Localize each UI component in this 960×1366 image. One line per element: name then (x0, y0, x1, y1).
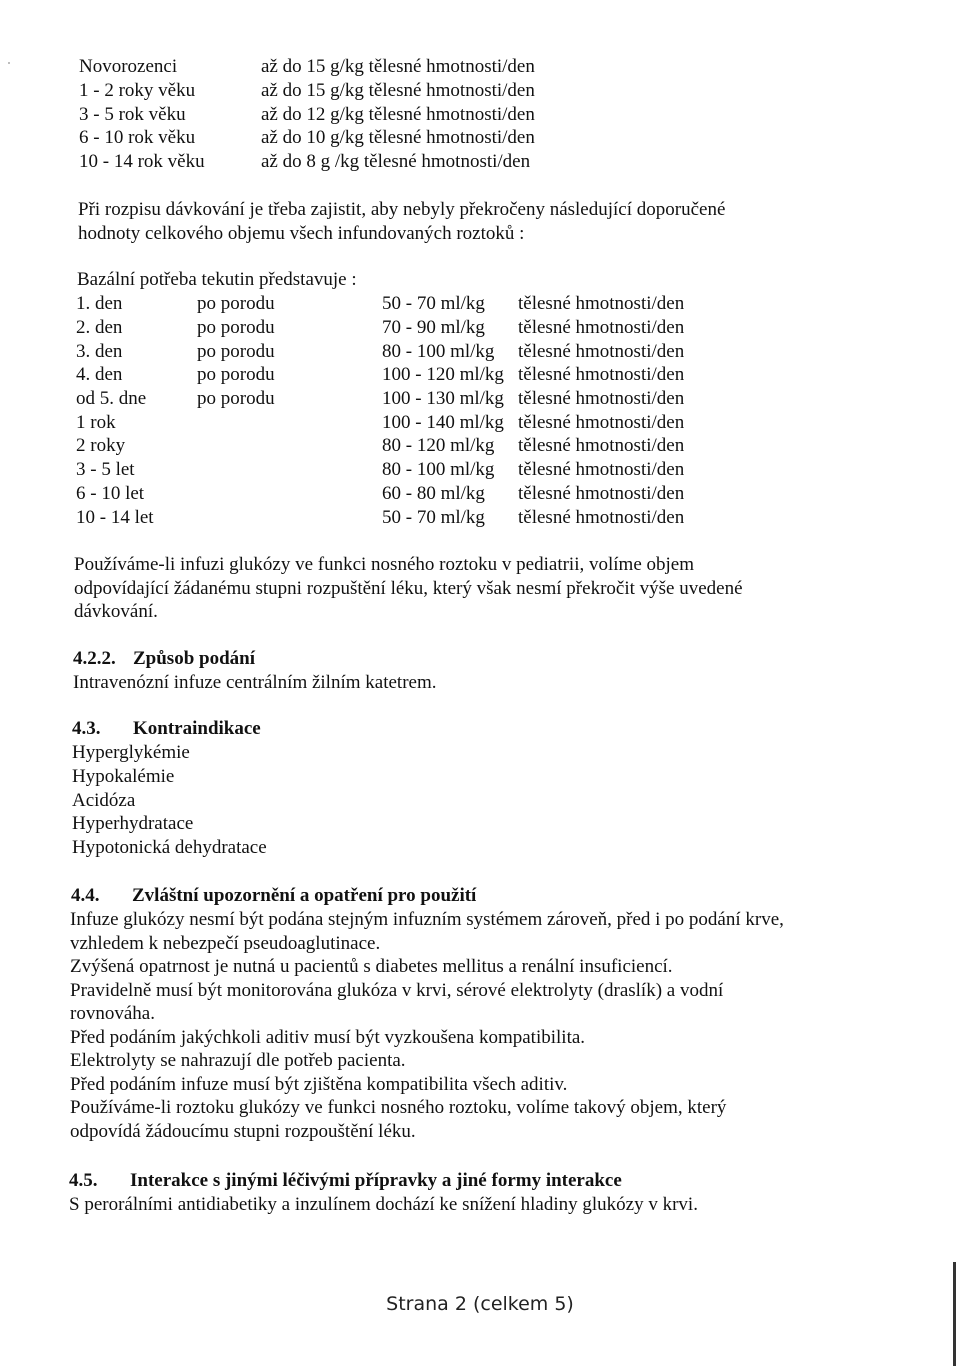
section-number: 4.5. (69, 1170, 98, 1191)
section-title: Způsob podání (133, 648, 255, 669)
fluid-amount: 50 - 70 ml/kg (382, 507, 485, 528)
paragraph-line: hodnoty celkového objemu všech infundovaných roztoků : (78, 222, 525, 244)
fluid-day: 1. den (76, 293, 123, 314)
section-title: Kontraindikace (133, 718, 261, 739)
list-item: Hypokalémie (72, 765, 175, 787)
fluid-day: od 5. dne (76, 388, 147, 409)
rozpis-paragraph (78, 198, 725, 245)
fluid-amount: 80 - 100 ml/kg (382, 341, 495, 362)
fluid-unit: tělesné hmotnosti/den (518, 459, 685, 480)
fluid-note: po porodu (197, 293, 275, 314)
fluid-amount: 80 - 120 ml/kg (382, 435, 495, 456)
dose-value: až do 15 g/kg tělesné hmotnosti/den (261, 80, 535, 101)
section-number: 4.3. (72, 718, 101, 739)
fluid-day: 3. den (76, 341, 123, 362)
fluid-day: 2 roky (76, 435, 126, 456)
fluid-unit: tělesné hmotnosti/den (518, 341, 685, 362)
dose-value: až do 12 g/kg tělesné hmotnosti/den (261, 104, 535, 125)
bazalni-intro: Bazální potřeba tekutin představuje : (77, 269, 357, 290)
fluid-day: 6 - 10 let (76, 483, 145, 504)
fluid-unit: tělesné hmotnosti/den (518, 388, 685, 409)
list-item: Acidóza (72, 789, 136, 811)
dose-age: 10 - 14 rok věku (79, 151, 205, 172)
section-45-heading (69, 1169, 622, 1193)
section-44-text (70, 908, 784, 1143)
fluid-amount: 100 - 130 ml/kg (382, 388, 504, 409)
dose-age: 3 - 5 rok věku (79, 104, 186, 125)
dose-age: 1 - 2 roky věku (79, 80, 196, 101)
section-number: 4.4. (71, 885, 100, 906)
paragraph-line: vzhledem k nebezpečí pseudoaglutinace. (70, 932, 381, 954)
section-422-heading (73, 647, 255, 671)
fluid-amount: 100 - 120 ml/kg (382, 364, 504, 385)
infuze-paragraph (74, 553, 743, 624)
section-43-heading (72, 717, 261, 741)
fluid-amount: 60 - 80 ml/kg (382, 483, 485, 504)
paragraph-line: rovnováha. (70, 1003, 155, 1024)
section-422-text: Intravenózní infuze centrálním žilním katetrem. (73, 672, 437, 693)
fluid-amount: 50 - 70 ml/kg (382, 293, 485, 314)
section-44-heading (71, 884, 476, 908)
section-45-text: S perorálními antidiabetiky a inzulínem dochází ke snížení hladiny glukózy v krvi. (69, 1194, 698, 1215)
list-item: Hyperglykémie (72, 742, 190, 763)
fluid-day: 2. den (76, 317, 123, 338)
fluid-note: po porodu (197, 364, 275, 385)
paragraph-line: Pravidelně musí být monitorována glukóza v krvi, sérové elektrolyty (draslík) a vodní (70, 979, 724, 1001)
list-item: Hyperhydratace (72, 813, 194, 835)
paragraph-line: Při rozpisu dávkování je třeba zajistit, aby nebyly překročeny následující doporučené (78, 199, 726, 220)
fluid-amount: 100 - 140 ml/kg (382, 412, 504, 433)
paragraph-line: Zvýšená opatrnost je nutná u pacientů s diabetes mellitus a renální insuficiencí. (70, 956, 673, 977)
paragraph-line: odpovídá žádoucímu stupni rozpouštění léku. (70, 1120, 416, 1142)
fluid-unit: tělesné hmotnosti/den (518, 317, 685, 338)
dose-value: až do 8 g /kg tělesné hmotnosti/den (261, 151, 531, 172)
paragraph-line: Elektrolyty se nahrazují dle potřeb pacienta. (70, 1050, 406, 1071)
dose-value: až do 15 g/kg tělesné hmotnosti/den (261, 56, 535, 77)
paragraph-line: Před podáním jakýchkoli aditiv musí být vyzkoušena kompatibilita. (70, 1026, 586, 1048)
dose-value: až do 10 g/kg tělesné hmotnosti/den (261, 127, 535, 148)
page-number: Strana 2 (celkem 5) (386, 1293, 574, 1315)
paragraph-line: odpovídající žádanému stupni rozpuštění léku, který však nesmí překročit výše uvedené (74, 577, 743, 599)
fluid-unit: tělesné hmotnosti/den (518, 412, 685, 433)
fluid-unit: tělesné hmotnosti/den (518, 293, 685, 314)
scan-speck (8, 62, 10, 64)
fluid-unit: tělesné hmotnosti/den (518, 364, 685, 385)
section-title: Interakce s jinými léčivými přípravky a jiné formy interakce (130, 1170, 622, 1191)
paragraph-line: Infuze glukózy nesmí být podána stejným infuzním systémem zároveň, před i po podání krve, (70, 909, 784, 930)
section-number: 4.2.2. (73, 648, 116, 669)
list-item: Hypotonická dehydratace (72, 837, 267, 859)
fluid-note: po porodu (197, 317, 275, 338)
paragraph-line: Používáme-li infuzi glukózy ve funkci nosného roztoku v pediatrii, volíme objem (74, 554, 694, 575)
fluid-day: 10 - 14 let (76, 507, 154, 528)
fluid-note: po porodu (197, 388, 275, 409)
fluid-day: 3 - 5 let (76, 459, 135, 480)
fluid-unit: tělesné hmotnosti/den (518, 507, 685, 528)
dose-age: Novorozenci (79, 56, 178, 77)
fluid-unit: tělesné hmotnosti/den (518, 483, 685, 504)
dose-age: 6 - 10 rok věku (79, 127, 196, 148)
fluid-unit: tělesné hmotnosti/den (518, 435, 685, 456)
fluid-day: 4. den (76, 364, 123, 385)
paragraph-line: Používáme-li roztoku glukózy ve funkci nosného roztoku, volíme takový objem, který (70, 1097, 727, 1118)
fluid-day: 1 rok (76, 412, 116, 433)
fluid-amount: 80 - 100 ml/kg (382, 459, 495, 480)
contraindication-list (72, 741, 267, 860)
fluid-amount: 70 - 90 ml/kg (382, 317, 485, 338)
paragraph-line: Před podáním infuze musí být zjištěna kompatibilita všech aditiv. (70, 1073, 568, 1095)
fluid-note: po porodu (197, 341, 275, 362)
paragraph-line: dávkování. (74, 601, 158, 622)
section-title: Zvláštní upozornění a opatření pro použití (132, 885, 477, 906)
